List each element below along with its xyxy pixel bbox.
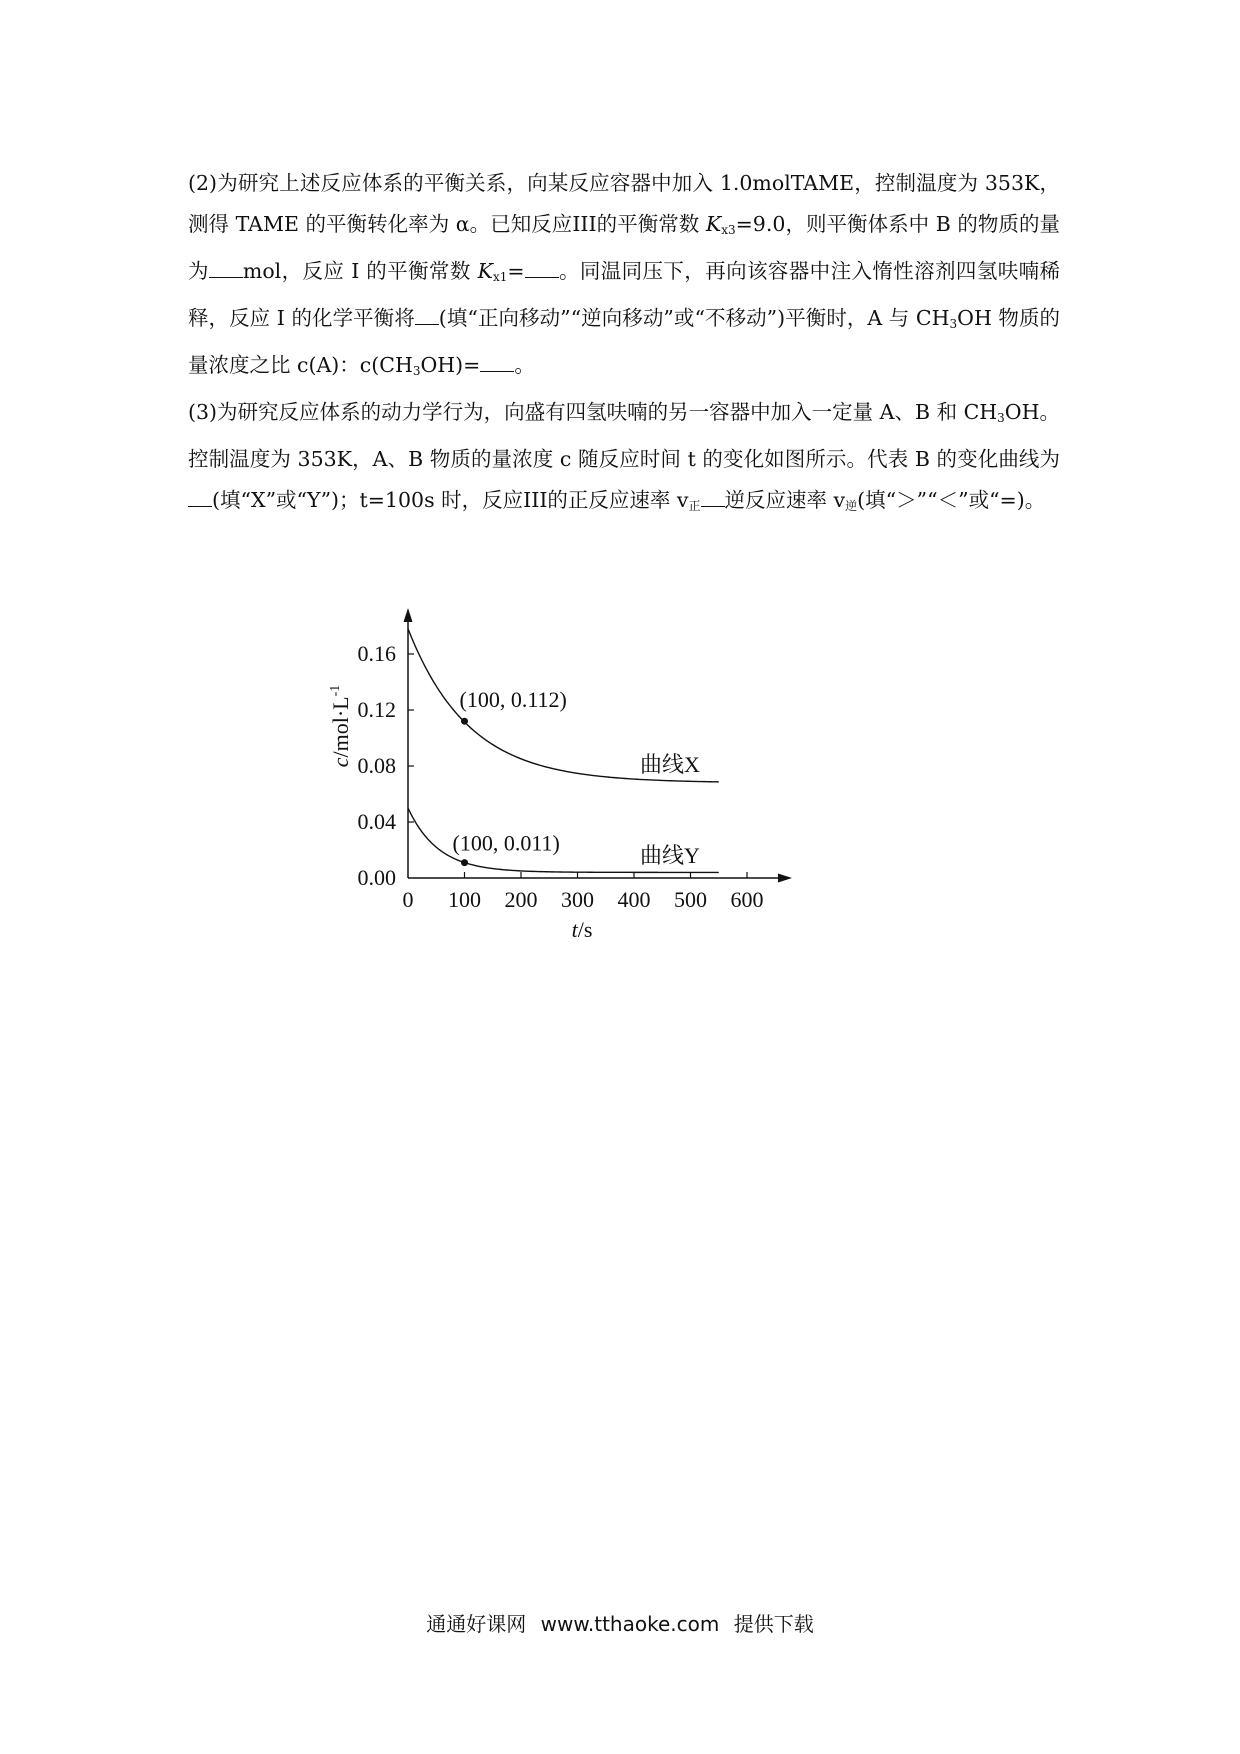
part2-text-5: 。同温同压下，再向该容器中注入惰性溶剂四氢呋喃稀释，反应 I 的化学平衡将 xyxy=(188,259,1061,330)
answer-blank-b-amount[interactable] xyxy=(209,259,243,278)
answer-blank-rate-compare[interactable] xyxy=(701,488,725,507)
y-axis-arrow xyxy=(404,608,413,622)
y-tick-label: 0.08 xyxy=(357,753,396,778)
series-label-y: 曲线Y xyxy=(640,843,700,868)
y-tick-label: 0.16 xyxy=(357,641,396,666)
series-label-x: 曲线X xyxy=(640,752,700,777)
y-tick-label: 0.00 xyxy=(357,865,396,890)
x-tick-label: 0 xyxy=(402,887,414,912)
y-tick-label: 0.12 xyxy=(357,697,396,722)
ch3oh-subscript-c: 3 xyxy=(997,411,1005,425)
part3-text-2: OH。控制温度为 353K，A、B 物质的量浓度 c 随反应时间 t 的变化如图所示。代表 B 的变化曲线为 xyxy=(188,400,1060,471)
answer-blank-shift[interactable] xyxy=(415,306,439,325)
v-reverse-subscript: 逆 xyxy=(845,499,858,513)
x-tick-label: 600 xyxy=(730,887,764,912)
x-tick-label: 500 xyxy=(674,887,707,912)
part2-text-4: = xyxy=(507,259,525,283)
question-text xyxy=(188,163,1060,527)
k1-symbol: K xyxy=(477,259,493,283)
footer-site-name: 通通好课网 xyxy=(426,1612,527,1636)
part3-text-3: (填“X”或“Y”)；t=100s 时，反应III的正反应速率 v xyxy=(212,488,689,512)
x-tick-label: 300 xyxy=(561,887,594,912)
x-tick-label: 200 xyxy=(504,887,538,912)
k3-symbol: K xyxy=(705,212,722,236)
v-forward-subscript: 正 xyxy=(688,499,701,513)
part2-text-8: OH)= xyxy=(420,353,481,377)
part2-text-9: 。 xyxy=(514,353,535,377)
concentration-chart xyxy=(328,600,900,1000)
part2-text-6: (填“正向移动”“逆向移动”或“不移动”)平衡时，A 与 CH xyxy=(438,306,950,330)
data-point-marker xyxy=(461,718,468,725)
ch3oh-subscript-b: 3 xyxy=(412,364,421,378)
part3-text-1: (3)为研究反应体系的动力学行为，向盛有四氢呋喃的另一容器中加入一定量 A、B 和 CH xyxy=(188,400,998,424)
answer-blank-k1[interactable] xyxy=(525,259,559,278)
question-part-3 xyxy=(188,392,1060,527)
footer-suffix: 提供下载 xyxy=(733,1612,814,1636)
part2-text-7: OH 物质的量浓度之比 c(A)：c(CH xyxy=(188,306,1061,377)
part3-text-4: 逆反应速率 v xyxy=(724,488,846,512)
ch3oh-subscript-a: 3 xyxy=(949,317,958,331)
footer-url[interactable]: www.tthaoke.com xyxy=(540,1612,720,1636)
data-point-label: (100, 0.112) xyxy=(459,687,567,713)
data-point-label: (100, 0.011) xyxy=(452,830,560,856)
y-tick-label: 0.04 xyxy=(357,809,396,834)
question-part-2 xyxy=(188,163,1060,392)
part2-text-1: (2)为研究上述反应体系的平衡关系，向某反应容器中加入 1.0molTAME，控制温度为 353K，测得 TAME 的平衡转化率为 α。已知反应III的平衡常数 xyxy=(188,171,1060,236)
k1-subscript: x1 xyxy=(492,270,508,284)
x-tick-label: 100 xyxy=(448,887,481,912)
part2-text-2: =9.0，则平衡体系中 B 的物质的量为 xyxy=(188,212,1060,283)
part3-text-5: (填“＞”“＜”或“=)。 xyxy=(857,488,1046,512)
data-point-marker xyxy=(461,859,468,866)
y-axis-label: $c/mol\cdot L^{-1}$ xyxy=(328,684,353,768)
answer-blank-ratio[interactable] xyxy=(480,353,514,372)
x-tick-label: 400 xyxy=(617,887,651,912)
part2-text-3: mol，反应 I 的平衡常数 xyxy=(242,259,478,283)
chart-svg xyxy=(328,600,900,1000)
footer xyxy=(0,1608,1240,1637)
x-axis-label: t/s xyxy=(571,917,593,942)
x-axis-arrow xyxy=(778,874,792,883)
answer-blank-curve[interactable] xyxy=(188,488,212,507)
k3-subscript: x3 xyxy=(721,223,736,237)
